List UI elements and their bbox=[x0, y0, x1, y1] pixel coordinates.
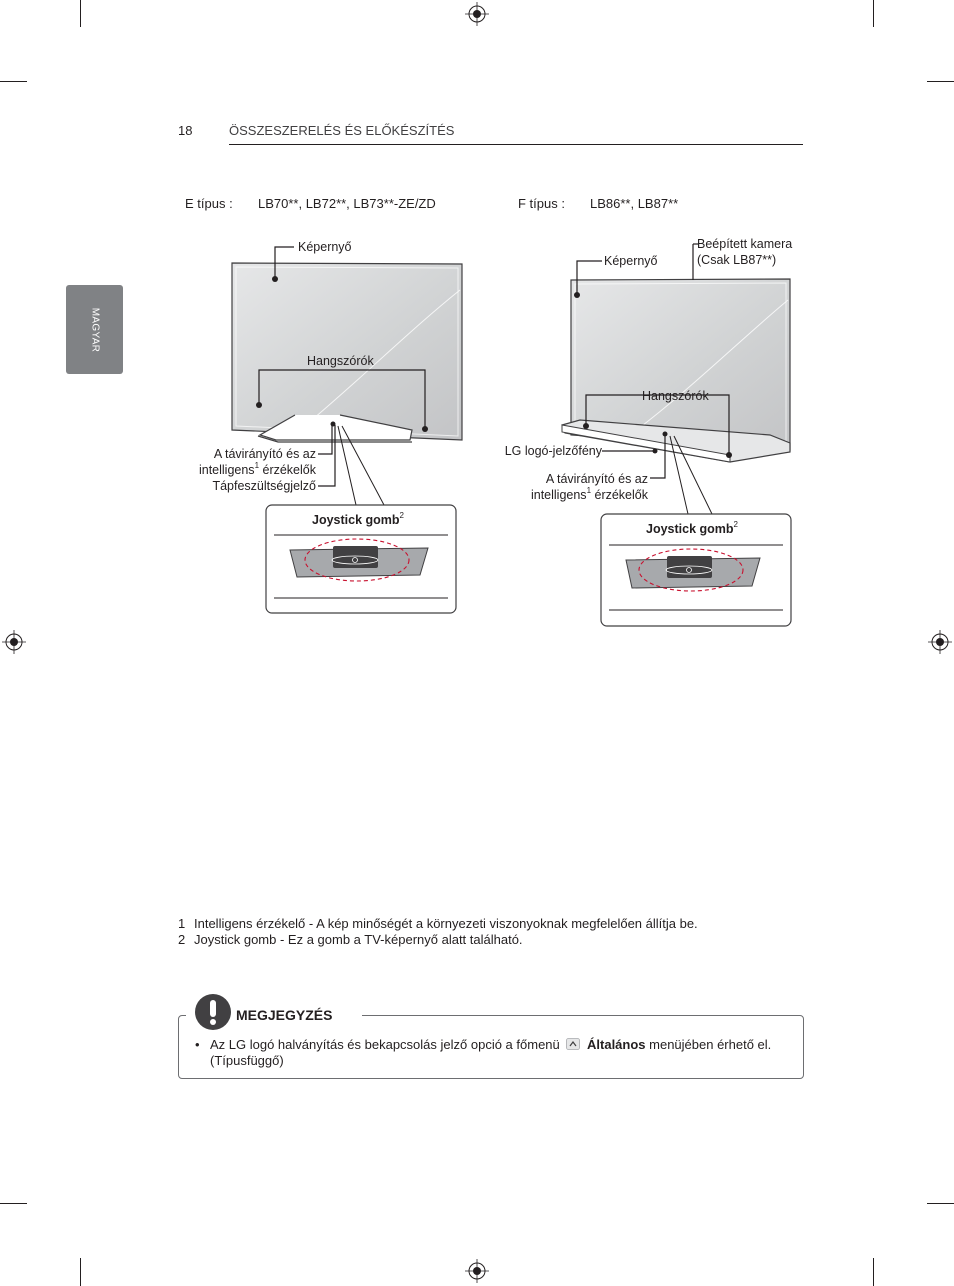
type-f-remote-label-2: intelligens$^1$ érzékelők bbox=[530, 485, 648, 502]
language-tab bbox=[66, 285, 123, 374]
type-f-models: LB86**, LB87** bbox=[590, 196, 679, 211]
page-number: 18 bbox=[178, 123, 193, 138]
crop-mark bbox=[927, 81, 954, 82]
type-f-label: F típus : bbox=[518, 196, 565, 211]
type-f-joystick-label: Joystick gomb$^2$ bbox=[646, 519, 738, 536]
type-e-remote-label-2: intelligens$^1$ érzékelők bbox=[198, 460, 316, 477]
type-f-camera-label-1: Beépített kamera bbox=[697, 237, 793, 251]
type-f-lg-logo-label: LG logó-jelzőfény bbox=[504, 444, 602, 458]
footnote-2-text: Joystick gomb - Ez a gomb a TV-képernyő alatt található. bbox=[194, 932, 523, 947]
crop-mark bbox=[873, 0, 874, 27]
registration-mark-icon bbox=[465, 2, 489, 26]
type-f-screen-label: Képernyő bbox=[604, 254, 658, 268]
language-tab-label: MAGYAR bbox=[89, 307, 100, 352]
footnote-2-number: 2 bbox=[178, 932, 186, 947]
registration-mark-icon bbox=[2, 630, 26, 654]
type-e-label: E típus : bbox=[185, 196, 233, 211]
type-e-models: LB70**, LB72**, LB73**-ZE/ZD bbox=[258, 196, 436, 211]
type-e-speakers-label: Hangszórók bbox=[307, 354, 374, 368]
crop-mark bbox=[0, 81, 27, 82]
registration-mark-icon bbox=[465, 1259, 489, 1283]
section-title: ÖSSZESZERELÉS ÉS ELŐKÉSZÍTÉS bbox=[229, 123, 455, 138]
header-rule bbox=[229, 144, 803, 145]
type-f-tv-diagram bbox=[540, 230, 820, 640]
crop-mark bbox=[873, 1258, 874, 1286]
note-text-line-2: (Típusfüggő) bbox=[210, 1053, 284, 1068]
crop-mark bbox=[0, 1203, 27, 1204]
type-e-screen-label: Képernyő bbox=[298, 240, 352, 254]
crop-mark bbox=[80, 0, 81, 27]
note-title: MEGJEGYZÉS bbox=[236, 1007, 333, 1023]
settings-menu-icon bbox=[566, 1038, 580, 1050]
registration-mark-icon bbox=[928, 630, 952, 654]
note-bullet: • bbox=[195, 1037, 200, 1052]
type-f-speakers-label: Hangszórók bbox=[642, 389, 709, 403]
type-e-tv-diagram bbox=[180, 230, 480, 630]
type-e-power-indicator-label: Tápfeszültségjelző bbox=[212, 479, 316, 493]
crop-mark bbox=[927, 1203, 954, 1204]
exclamation-icon bbox=[194, 993, 232, 1031]
type-e-remote-label-1: A távirányító és az bbox=[213, 447, 316, 461]
type-e-joystick-label: Joystick gomb$^2$ bbox=[312, 510, 404, 527]
type-f-remote-label-1: A távirányító és az bbox=[545, 472, 648, 486]
footnote-1-number: 1 bbox=[178, 916, 186, 931]
type-f-camera-label-2: (Csak LB87**) bbox=[697, 253, 777, 267]
footnote-1-text: Intelligens érzékelő - A kép minőségét a környezeti viszonyoknak megfelelően állítja be. bbox=[194, 916, 698, 931]
note-text-line-1: Az LG logó halványítás és bekapcsolás jelző opció a főmenü Általános menüjében érhető el. bbox=[210, 1037, 772, 1052]
crop-mark bbox=[80, 1258, 81, 1286]
